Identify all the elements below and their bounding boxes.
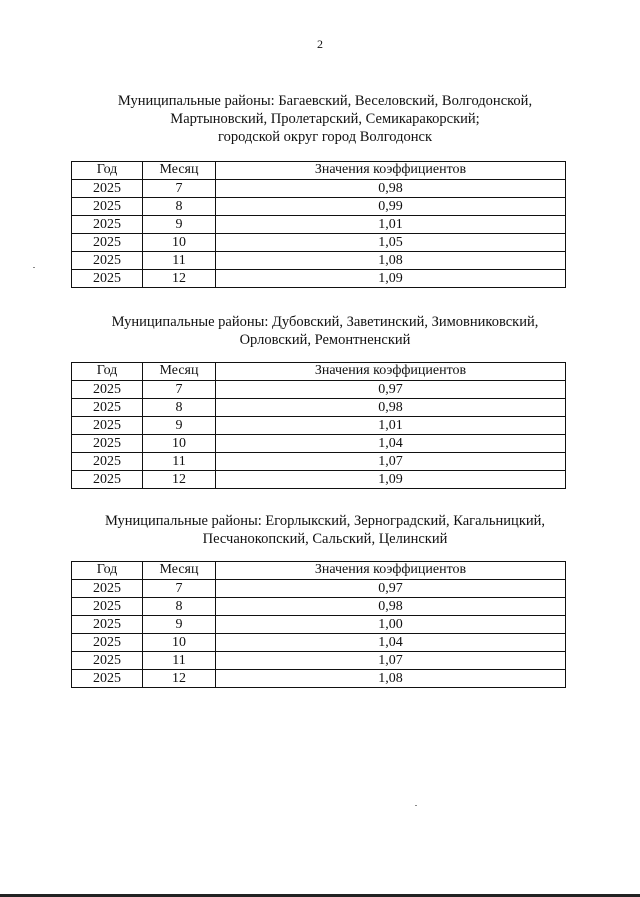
cell-value: 0,98 xyxy=(216,399,566,417)
cell-value: 1,04 xyxy=(216,634,566,652)
cell-year: 2025 xyxy=(72,198,143,216)
cell-month: 7 xyxy=(143,580,216,598)
cell-month: 12 xyxy=(143,270,216,288)
column-header-month: Месяц xyxy=(143,562,216,580)
cell-year: 2025 xyxy=(72,670,143,688)
section-1-heading-line-1: Муниципальные районы: Багаевский, Веселовский, Волгодонской, xyxy=(117,93,533,109)
cell-month: 10 xyxy=(143,634,216,652)
cell-month: 9 xyxy=(143,616,216,634)
cell-year: 2025 xyxy=(72,234,143,252)
cell-year: 2025 xyxy=(72,435,143,453)
table-row xyxy=(72,381,566,399)
cell-value: 1,08 xyxy=(216,670,566,688)
table-row xyxy=(72,180,566,198)
cell-value: 1,01 xyxy=(216,216,566,234)
section-1-heading-line-2: Мартыновский, Пролетарский, Семикаракорский; xyxy=(170,111,480,127)
cell-year: 2025 xyxy=(72,180,143,198)
cell-month: 12 xyxy=(143,471,216,489)
cell-value: 1,01 xyxy=(216,417,566,435)
table-row xyxy=(72,234,566,252)
cell-month: 11 xyxy=(143,252,216,270)
cell-year: 2025 xyxy=(72,453,143,471)
column-header-values: Значения коэффициентов xyxy=(216,363,566,381)
cell-value: 0,98 xyxy=(216,180,566,198)
cell-month: 10 xyxy=(143,234,216,252)
section-1-heading xyxy=(40,92,610,146)
section-3-heading-line-1: Муниципальные районы: Егорлыкский, Зерноградский, Кагальницкий, xyxy=(104,513,546,529)
section-2-heading-line-1: Муниципальные районы: Дубовский, Заветинский, Зимовниковский, xyxy=(111,314,539,330)
cell-month: 9 xyxy=(143,417,216,435)
cell-year: 2025 xyxy=(72,580,143,598)
table-row xyxy=(72,399,566,417)
cell-month: 11 xyxy=(143,652,216,670)
cell-year: 2025 xyxy=(72,598,143,616)
cell-value: 1,07 xyxy=(216,453,566,471)
cell-year: 2025 xyxy=(72,381,143,399)
table-row xyxy=(72,453,566,471)
scan-speck xyxy=(415,805,417,806)
section-2-heading-line-2: Орловский, Ремонтненский xyxy=(239,332,411,348)
table-row xyxy=(72,435,566,453)
table-row xyxy=(72,652,566,670)
cell-month: 8 xyxy=(143,399,216,417)
column-header-year: Год xyxy=(72,562,143,580)
table-row xyxy=(72,471,566,489)
cell-year: 2025 xyxy=(72,216,143,234)
table-row xyxy=(72,252,566,270)
table-row xyxy=(72,198,566,216)
cell-month: 8 xyxy=(143,598,216,616)
cell-year: 2025 xyxy=(72,634,143,652)
cell-month: 8 xyxy=(143,198,216,216)
cell-value: 0,97 xyxy=(216,381,566,399)
cell-value: 1,07 xyxy=(216,652,566,670)
cell-year: 2025 xyxy=(72,616,143,634)
cell-year: 2025 xyxy=(72,399,143,417)
scan-speck xyxy=(33,267,35,268)
cell-month: 10 xyxy=(143,435,216,453)
cell-value: 1,09 xyxy=(216,471,566,489)
section-2-heading xyxy=(40,313,610,349)
cell-year: 2025 xyxy=(72,652,143,670)
cell-year: 2025 xyxy=(72,252,143,270)
table-row xyxy=(72,598,566,616)
coefficients-table-2 xyxy=(71,362,566,489)
table-row xyxy=(72,270,566,288)
cell-year: 2025 xyxy=(72,471,143,489)
column-header-year: Год xyxy=(72,162,143,180)
section-1-heading-line-3: городской округ город Волгодонск xyxy=(217,129,433,145)
column-header-month: Месяц xyxy=(143,363,216,381)
cell-value: 0,98 xyxy=(216,598,566,616)
table-row xyxy=(72,417,566,435)
column-header-year: Год xyxy=(72,363,143,381)
cell-value: 0,99 xyxy=(216,198,566,216)
coefficients-table-1 xyxy=(71,161,566,288)
cell-month: 9 xyxy=(143,216,216,234)
column-header-values: Значения коэффициентов xyxy=(216,562,566,580)
cell-year: 2025 xyxy=(72,270,143,288)
cell-month: 7 xyxy=(143,381,216,399)
table-header-row xyxy=(72,162,566,180)
section-3-heading-line-2: Песчанокопский, Сальский, Целинский xyxy=(202,531,448,547)
table-row xyxy=(72,670,566,688)
cell-value: 1,09 xyxy=(216,270,566,288)
section-3-heading xyxy=(40,512,610,548)
cell-value: 0,97 xyxy=(216,580,566,598)
cell-value: 1,08 xyxy=(216,252,566,270)
table-row xyxy=(72,634,566,652)
table-header-row xyxy=(72,363,566,381)
cell-month: 11 xyxy=(143,453,216,471)
table-header-row xyxy=(72,562,566,580)
cell-value: 1,05 xyxy=(216,234,566,252)
coefficients-table-3 xyxy=(71,561,566,688)
table-row xyxy=(72,216,566,234)
cell-value: 1,04 xyxy=(216,435,566,453)
cell-month: 7 xyxy=(143,180,216,198)
column-header-month: Месяц xyxy=(143,162,216,180)
cell-value: 1,00 xyxy=(216,616,566,634)
table-row xyxy=(72,616,566,634)
column-header-values: Значения коэффициентов xyxy=(216,162,566,180)
cell-year: 2025 xyxy=(72,417,143,435)
table-row xyxy=(72,580,566,598)
page-number: 2 xyxy=(317,37,323,51)
cell-month: 12 xyxy=(143,670,216,688)
